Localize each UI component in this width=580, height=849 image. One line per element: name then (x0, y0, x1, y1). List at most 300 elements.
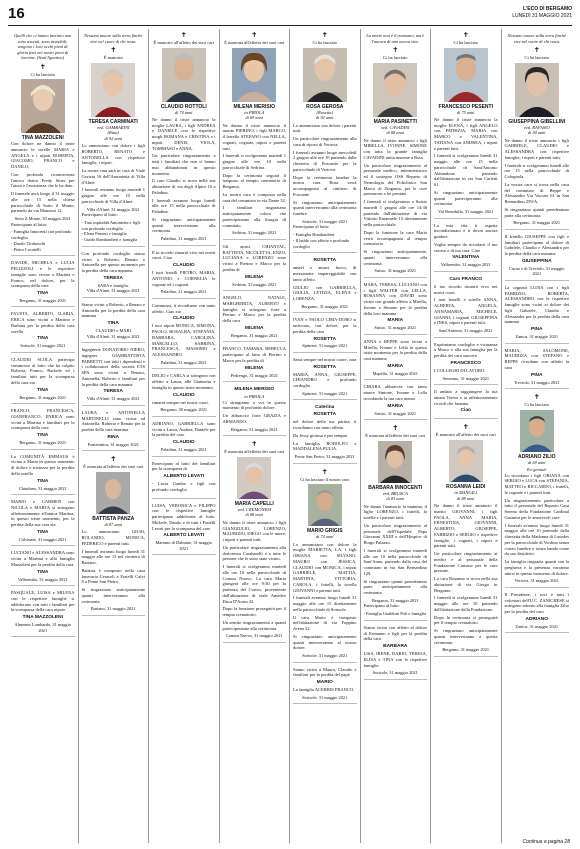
signature: FRANCESCO (450, 360, 481, 366)
deceased-name: MILENA MERISIO (233, 103, 275, 110)
condolence (505, 346, 570, 389)
deceased-name: BARBARA INNOCENTI (368, 484, 423, 491)
portrait-photo (449, 440, 483, 482)
deceased-name: BATTISTA PANZA (92, 515, 135, 522)
married-name: ved. RAVASIO (523, 124, 550, 130)
cross-icon: ✝ (462, 31, 469, 39)
deceased-name: MARIO GRIGIS (306, 528, 343, 535)
nickname: (Rina) (107, 130, 119, 136)
place-date: Bergamo, 31 maggio 2021 (19, 394, 67, 400)
text: DAVIDE, MICHELA e LUCIA PELIZZOLI e le rispettive famiglie sono vicine a Martina e Franco, nel dolore, per la scomparsa della cara (11, 260, 75, 289)
signature: CLAUDIO (172, 440, 195, 446)
notice-pasinetti (364, 29, 428, 278)
text: PASQUALE, LUISA e MILENA con le rispettive famiglie si addolorano con tutti i familiari per la scomparsa della cara nipote (11, 590, 75, 613)
cross-icon: ✝ (533, 46, 540, 54)
text: Dopo la cerimonia seguirà il trasporto al tempio crematorio di Bergamo. (222, 172, 286, 190)
announcement: Ne danno il triste annuncio la moglie LAURA, i figli ANDREA e DANIELE con le rispettive mogli ROMANA e CRISTINA e i nipoti DENIS, VIOLA, TOMMASO e ANNA. (152, 116, 216, 151)
condolence (82, 345, 146, 406)
age: di 74 anni (316, 534, 334, 540)
married-name: ved. CREMONESI (237, 506, 271, 512)
text: rimarrà sempre nei nostri cuori. (152, 399, 209, 405)
signature: ALBERTO LEVATI (163, 533, 205, 539)
place-date: Vertova, 31 maggio 2021 (514, 578, 559, 584)
funeral-info: I funerali avranno luogo lunedì 31 maggio alle ore 15 direttamente nella parrocchiale di Sorisole. (293, 595, 357, 612)
intro: È mancata all'affetto dei suoi cari (435, 432, 496, 438)
signature: MILENA (245, 274, 264, 280)
condolence (434, 274, 498, 338)
signature: TINA (37, 387, 49, 393)
signature: Ciao (460, 408, 471, 414)
page-header (8, 6, 572, 26)
signature: BARBARA (383, 644, 408, 650)
text: amavi e amavi fuoco, di mezzanotte impareggiabile con tanto affetto. (293, 265, 357, 282)
cross-icon: ✝ (180, 31, 187, 39)
sender: Un abbraccio forte GRAZIA e ARMANDO. (222, 413, 286, 424)
condolence (152, 301, 216, 369)
age: di 88 anni (457, 495, 475, 501)
signature: CLAUDIO (172, 316, 195, 322)
signature: Caro FRANCO (449, 276, 483, 282)
notice-gibellini (505, 29, 570, 230)
column-2 (79, 29, 150, 843)
thanks: Con profonda riconoscenza l'amico dottor Fredy Sitter per l'aiuto e l'assistenza che le ha dato. (11, 171, 75, 189)
thanks: Un particolare ringraziamento alla dottoressa Carabarelli e a tutte le persone che le sono state vicino. (222, 544, 286, 562)
text: Con profondo cordoglio siamo vicini a Roberto, Renato e Antonella per questo momento per la perdita della cara mamma (81, 250, 145, 274)
deceased-name: ROSANNA LEIDI (446, 484, 486, 491)
text: MARIA, SALOMONE, MAURIZIA con STEFANO e BEPPE ricordano con affetto la cara (504, 347, 569, 370)
notice-capelli (223, 438, 287, 643)
place-date: Sedrina, 31 maggio 2021 (232, 230, 277, 236)
sender: LISA, IRENE, DARIO, TERESA, ELISA e TINA con le rispettive famiglie. (363, 651, 427, 668)
masthead (512, 6, 572, 19)
cross-icon: ✝ (251, 440, 258, 449)
text: Siamo vicini a Roberto, a Renato e Antonella per la perdita della cara mamma (81, 301, 145, 319)
text: Partecipano al lutto dei familiari per la scomparsa di (152, 460, 216, 472)
signature: PINA (531, 327, 543, 333)
thanks: La famiglia ringrazia quanti con la preghiera e la presenza vorranno unirsi in questo momento di dolore. (504, 559, 569, 576)
deceased-name: MARIA PASINETTI (373, 118, 417, 125)
place-date: Ponte San Pietro, 31 maggio 2021 (294, 454, 355, 460)
cross-icon: ✝ (321, 31, 328, 39)
place-date: Spinone, 31 maggio 2021 (302, 390, 348, 396)
signature: GIUSEPPINA (521, 258, 552, 264)
participants-list: - Famiglia Bombardieri - Il baldo con affetto e profondo cordoglio (293, 232, 350, 249)
text: FRANCO, FRANCESCA, GIANFRANCO, ENRICA sono vicini a Martina e familiari per la scomparsa della cara (11, 408, 75, 431)
portrait-photo (303, 48, 347, 102)
text: Il fratello GIUSEPPE con figli e familiari partecipano al dolore di Gabriele, Claudio e Alessandra per la perdita della cara mamma (504, 233, 569, 257)
text: LUCIANO e ALESSANDRA sono vicini a Martina e alla famiglia Mazzoleni per la perdita della cara (11, 550, 75, 567)
text: Sarai sempre nel nostro cuore, cara (293, 356, 357, 362)
text: La nostra cara sarà in casa di Viale Gorizia 16 dell'Antonietta di Villa d'Almè. (81, 168, 145, 185)
condolence (223, 242, 287, 291)
sender: I COLLEGHI DI LAVORO. (434, 367, 486, 373)
condolence (293, 255, 357, 313)
notice-innocenti (364, 422, 428, 621)
intro: Ci ha lasciato (453, 40, 478, 45)
participants-list: - Famiglia Gualdoni Poli e famiglia (363, 611, 427, 617)
text: Il andato a raggiungere la tua amata Teresa e ai affettuosamente ricordi che faranno. (434, 389, 498, 406)
signature: MILENA MERISIO (234, 387, 275, 393)
thanks: Un particolare ringraziamento al personale medico, infermieristico ed il sostegno OSS Reparto di Neurologia del Policlinico San Marco di Zingonia, per le cure premurose a lei prestate. (363, 162, 427, 197)
signature: ROSETTA (313, 364, 337, 370)
signature: TINA (37, 529, 49, 535)
condolence (223, 384, 287, 436)
funeral-info: I funerali avranno luogo martedì 1 giugno alle ore 10 nella parrocchiale di Villa d'Almè. (81, 187, 145, 204)
intro: È mancata all'affetto dei suoi cari (224, 449, 285, 455)
sender: La famiglia RODOLFO e MADDALENA PULIA. (293, 440, 357, 452)
column-5 (290, 29, 361, 843)
thanks: Si ringraziano anticipatamente quanti interverranno alla cerimonia. (81, 587, 145, 604)
funeral-info: I funerali si svolgeranno lunedì 31 maggio alle ore 15 nella parrocchiale di Sant'Antonio Abbandono partendo dall'abitazione in via San Carletti 61. (434, 153, 498, 188)
text: La cognata LUISA con i figli FABRIZIO, ROBERTA, ALESSANDRO con le rispettive famiglie sono vicini ai dolore dei figli Gabriele, Claudio e Alessandra per la perdita della cara mamma (504, 284, 569, 325)
column-4 (220, 29, 291, 843)
portrait-photo (237, 457, 271, 499)
condolence (505, 232, 570, 281)
cross-icon: ✝ (110, 46, 117, 54)
thanks: Si ringraziano anticipatamente quanti parteciperanno alla cerimonia. (434, 189, 498, 207)
portrait-photo (520, 410, 554, 452)
place-date: Villa d'Almè, 31 maggio 2021 (86, 206, 140, 212)
text: LAURA e ANTONELLA MARTINELLI sono vicine ad Antonella, Roberto e Renato per la perdita della cara mamma (81, 409, 145, 433)
signature: MARIO (316, 680, 333, 686)
quote: Nessuno muore sulla terra finché vive nel cuore di chi resta. (84, 33, 143, 44)
condolence (223, 344, 287, 382)
signature: TERESA (103, 275, 123, 281)
text: MARA, TERESA, LUCIANO con i figli WALTER con LELLA, ROSANNA con DAVID sono vicini con grande affetto a Mirella, Ivonne e Simone per la perdita della loro mamma (363, 281, 427, 316)
married-name: in MANGILI (454, 490, 478, 496)
condolence (293, 665, 357, 705)
portrait-photo (444, 48, 488, 102)
cross-icon: ✝ (392, 424, 399, 433)
sender: MARIA, ANNA, GIUSEPPE, CHIANDRO e profondo cordoglio. (293, 371, 357, 389)
text: Ci stringiamo a voi in questo momento di profondo dolore. (222, 399, 286, 411)
signature: TINA (37, 336, 49, 342)
thanks: Un ringraziamento particolare a tutto il personale del Reparto Casa Serena della Fondazione Cardinal Gusmini per le amorevoli cure. (504, 497, 569, 520)
nickname: Ex-geniale (527, 467, 547, 473)
portrait-photo (308, 484, 342, 526)
condolence (82, 300, 146, 343)
signature: CLAUDIO (172, 263, 195, 269)
thanks: Si ringraziano quanti prenderanno parte anticipatamente alla cerimonia. (363, 578, 427, 596)
cross-icon: ✝ (110, 455, 117, 464)
signature: MARIA (387, 318, 404, 324)
condolence (82, 408, 146, 451)
condolence (223, 293, 287, 342)
notice-merisio (223, 29, 287, 240)
condolence (152, 248, 216, 299)
place-date: Sorisole, 31 maggio 2021 (302, 694, 348, 700)
age: di 75 anni (457, 109, 475, 115)
place-date: Bergamo, 31 maggio 2021 (301, 303, 349, 309)
signature: ADRIANO (525, 616, 548, 622)
place-date: Valbrembo, 31 maggio 2021 (17, 576, 68, 582)
intro: Ci ha lasciato (383, 55, 408, 60)
age: di 88 anni (245, 512, 263, 518)
thanks: Un particolare ringraziamento al personale dell'Ospedale Papa Giovanni XXIII e dell'Hospice di Borgo Palazzo. (363, 522, 427, 546)
signature: TINA (107, 321, 119, 327)
portrait-photo (515, 63, 559, 117)
signature: MARIA (387, 363, 404, 369)
place-date: Sorisole, 31 maggio 2021 (302, 653, 348, 659)
age: di 94 anni (528, 130, 546, 136)
partecipano-label: Partecipano al lutto: (363, 603, 400, 609)
text: CHIARA abbraccia con tanto amore Simone, Ivonne e Lella ricordando la tua cara nonna (363, 384, 427, 401)
announcement: Ne danno il triste annuncio i figli MIRELLA, IVONNE, SIMONE con tutta la grande famiglia CAVADINI unita insieme a Rota. (363, 137, 427, 160)
column-3 (149, 29, 220, 843)
place-date: Paladina, 31 maggio 2021 (160, 289, 207, 295)
place-date: Sotto il Monte, 30 maggio 2021 (14, 216, 71, 222)
thanks: Si ringraziano anticipatamente quanti interverranno alla cerimonia. (152, 216, 216, 234)
funeral-info: Il funerale avrà luogo il 31 maggio alle ore 15 nella chiesa parrocchiale di Sotto il Monte, partendo da via Manzoni 12. (11, 191, 75, 214)
sender: I tuoi fratelli PIETRO, MARIA, ANTONIO e CORNELIA le cognate ed i cognati. (152, 270, 216, 287)
condolence (11, 258, 75, 307)
condolence (11, 452, 75, 495)
place-date: Bergamo, 31 maggio 2021 (371, 597, 419, 603)
intro: Ci ha lasciato (30, 71, 55, 77)
cross-icon: ✝ (251, 31, 258, 39)
place-date: Bergamo, 31 maggio 2021 (230, 332, 278, 338)
deceased-name: TERESA CARMINATI (88, 118, 138, 125)
place-date: Mariano di Dalmine, 31 maggio 2021 (155, 540, 212, 551)
place-date: Almenno Lombardo, 31 maggio 2021 (14, 622, 72, 633)
place-date: Paladina, 31 maggio 2021 (160, 359, 207, 365)
condolence (505, 283, 570, 344)
quote: La morte non è il tramonto, ma è l'aurora di una nuova vita. (366, 33, 425, 44)
announcement: Ne danno il triste annuncio i figli GABRIELE, CLAUDIO e ALESSANDRA con rispettive famiglie, i nipoti e parenti tutti. (504, 137, 569, 160)
announcement: Lo annunciano con dolore la moglie MARIETTA, LA, i figli ORIANA con SILVANO, MAURO con JESSICA, CLAUDIO con MONICA, i nipoti GABRIELE, MATTIA, MARTINA, VITTORIA, CAROLA, i fratelli, la sorella GIOVANNI e parenti tutti. (293, 541, 357, 593)
deceased-name: GIUSEPPINA GIBELLINI (508, 118, 566, 125)
age: di 87 anni (104, 521, 122, 527)
place-date: Bergamo, 31 maggio 2021 (513, 220, 561, 226)
text: La nostra cara si trova nella casa del commiato di Beppe e Alessandro Via Vaccari 61 in San Bernardino 259/A. (504, 181, 569, 205)
condolence (364, 623, 428, 680)
portrait-photo (96, 472, 130, 514)
condolence (434, 340, 498, 385)
columns (8, 29, 572, 843)
text: LUISA, VERONICA e FILIPPO con le rispettive famiglie partecipano addolorate al lutto. Michele, Danilo e di tutti i Fratelli Levati per la scomparsa del caro (152, 502, 216, 531)
notice-carminati (82, 29, 146, 247)
text: Voglia sempre da ricordarti il tuo sorriso e di tua cara. Ciao (434, 241, 498, 253)
thanks: Si ringraziano anticipatamente quanti interverranno al nostro dolore. (293, 633, 357, 651)
text: Commossi, ti ricordiamo con tanto affetto. Ciao zio (152, 302, 216, 314)
text: Dopo la cerimonia si proseguirà per il tempio crematorio. (434, 614, 498, 626)
funeral-info: I funerali si svolgeranno martedì alle ore 10 nella parrocchiale di Comun Nuovo. La cara Maria giungerà alle ore 9:30 per la partenza del Corteo, proveniente dall'abitazione di viale Amedeo Duca D'Aosta 42. (222, 564, 286, 604)
intro: È mancata all'affetto dei suoi cari (224, 40, 285, 45)
portrait-photo (378, 441, 412, 483)
participants-list: - Famiglia Innocenti con profondo cordoglio - Danilo Tiraboschi - Pietro Locatelli (11, 229, 72, 252)
sender: I tuoi nipoti MONICA, SIMONA, PAOLO, ROSALBA, STEFANIA, BARBARA, CAROLINA, MARCELLO, SABRINA, FRANCESCA, MASSIMO e ALESSANDRO. (152, 323, 216, 358)
place-date: Sorisole, 31 maggio 2021 (372, 670, 418, 676)
signature: Caterina (315, 405, 335, 411)
married-name: ved. BRUSCA (382, 490, 408, 496)
notice-gerosa (293, 29, 357, 253)
place-date: Bergamo, 31 maggio 2021 (442, 647, 490, 653)
signature: TINA (37, 291, 49, 296)
announcement: Ne danno il triste annuncio il marito GIOVANNI, i figli PAOLA, ANNA MARIA, ERNESTINA, GIOVANNI, ALBERTO, GIUSEPPE, FABRIZIO e SERGIO e rispettive famiglie, i cognati, i nipoti e parenti tutti. (434, 503, 498, 549)
notice-mazzoleni (11, 29, 75, 256)
funeral-info: I funerali si svolgeranno martedì 1 giugno alle ore 10 nella parrocchiale di Sedrina. (222, 153, 286, 170)
announcement: Lo annunciano con dolore i parenti tutti. (293, 122, 357, 134)
intro: È mancata all'affetto dei suoi cari (83, 464, 144, 470)
place-date: Mapello, 31 maggio 2021 (372, 370, 418, 376)
cross-icon: ✝ (321, 467, 328, 476)
text: FAUSTA, ALBERTO, ILARIA, ERICA sono vicini a Martino e Barbara per la perdita della cara sorella (11, 311, 75, 334)
sender: CLAUDIO e MARI (95, 328, 131, 334)
deceased-name: CLAUDIO ROTTOLI (160, 103, 207, 110)
thanks: Si ringraziano anticipatamente quanti interverranno a questa cerimonia. (434, 628, 498, 645)
place-date: Chiuduno, 31 maggio 2021 (18, 485, 67, 491)
thanks: Si ringraziano anticipatamente, quanti interverranno alla cerimonia. (363, 249, 427, 266)
continued-note: Continua a pagina 28 (522, 838, 570, 845)
age: di 83 anni (386, 496, 404, 502)
place-date: Bergamo, 30 maggio 2021 (160, 407, 208, 413)
funeral-info: I funerali avranno luogo lunedì 31 maggio alle ore 15 nel cimitero di Bariano. (81, 548, 145, 566)
signature: ROSETTA (313, 336, 337, 342)
nickname: (Rosetta) (316, 109, 333, 115)
condolence (11, 406, 75, 449)
announcement: Con dolore ne danno il triste annuncio le sorelle MARIA e ANGELA e i nipoti ROBERTA, GIACOMO, FRANCO e DANILO. (11, 141, 75, 170)
portrait-photo (232, 48, 276, 102)
place-date: Sorisole, 31 maggio 2021 (20, 343, 66, 349)
place-date: Sant'Antonio, 31 maggio 2021 (438, 328, 493, 334)
participants-list: - Tina ospitalità Antonietta e figli con profondo cordoglio - Elena Pesenti e famiglia - Guido Bombardieri e famiglia (81, 219, 140, 243)
signature: RINA (107, 434, 120, 440)
text: MARIO e CARMEN con NICOLA e MARTA si stringono affettuosamente all'amica Martina, in questo triste momento, per la perdita della sua cara zia (11, 499, 75, 528)
portrait-photo (21, 79, 65, 133)
announcement: Ne danno il triste annuncio la moglie ELENA, i figli ANGELO con PATRIZIA, MARIA con MARCO e VALENTINA, TATIANA con ANDREA, i nipoti e parenti tutti. (434, 116, 498, 151)
deceased-name: FRANCESCO PESENTI (438, 103, 493, 110)
intro: Ci ha lasciato (312, 40, 337, 45)
funeral-info: I funerali avranno luogo lunedì 31 maggio alle ore 10 partendo dalla chiesetta della Madonna di Lourdes per la parrocchiale di Verdino senza corteo funebre e senza banda come da suo desiderio. (504, 522, 570, 557)
condolence (11, 355, 75, 404)
text: Dopo la funzione la cara Maria verrà accompagnata al tempio crematorio. (363, 229, 427, 247)
condolence (434, 221, 498, 272)
place-date: Paladina, 31 maggio 2021 (160, 236, 207, 242)
condolence (152, 459, 216, 499)
text: Dopo la funzione proseguirà per il tempio crematorio. (222, 606, 286, 618)
newspaper-name: L'ECO DI BERGAMO (523, 6, 572, 12)
funeral-info: I funerali avranno luogo lunedì alle ore 15 nella parrocchiale di Paladina. (152, 197, 216, 215)
place-date: Bergamo, 31 maggio 2021 (19, 440, 67, 446)
condolence (293, 315, 357, 353)
notice-pesenti (434, 29, 498, 219)
condolence (152, 501, 216, 556)
place-date: Suisio, 31 maggio 2021 (374, 325, 417, 331)
portrait-photo (91, 63, 135, 117)
age: di 69 anni (245, 115, 263, 121)
column-1 (8, 29, 79, 843)
quote: Quelli che ci hanno lasciato non sono assenti, sono invisibili; tengono i loro occhi pieni di gloria fissi nei nostri pieni di lacrime. (Sant'Agostino) (14, 33, 72, 60)
place-date: Villa d'Almè, 31 maggio 2021 (86, 333, 140, 339)
text: IVAN e PAOLO CIMA-DORO si uniscono, con dolore, per la perdita della cara (293, 317, 357, 334)
married-name: in PIROLA (244, 394, 265, 400)
signature: TINA MAZZOLENI (22, 615, 63, 621)
text: ADRIANO, GABRIELLA sono vicini a Laura, Andrea, Daniele per la perdita del caro (152, 420, 216, 438)
condolence (364, 382, 428, 420)
signature: ROSETTA (313, 412, 337, 418)
married-name: in PIROLA (244, 109, 265, 115)
notice-panza (82, 453, 146, 615)
place-date: Zanica, 31 maggio 2021 (515, 334, 559, 340)
signature: ROSETTA (313, 258, 337, 264)
condolence (293, 355, 357, 400)
notice-zilio (505, 391, 570, 588)
text: Siamo vicini a Mauro, Claudio e familiari per la perdita del papà (293, 666, 357, 678)
intro: È mancata (103, 55, 123, 60)
signature: CLAUDIO (172, 392, 195, 398)
intro: Ci ha lasciato (524, 55, 549, 60)
signature: VALENTINA (452, 255, 480, 261)
place-date: Villa d'Almè, 31 maggio 2021 (86, 288, 140, 294)
place-date: Val Brembilla, 31 maggio 2021 (438, 209, 494, 215)
text: Ingegnerie DONATORIO NIERO, ingegner GIAMBATTISTA PARRETTI con tutti i dipendenti e i collaboratori della società ETS SPA sono vicini a Renato, Antonella, Roberto e familiari per la perdita della cara mamma (81, 347, 145, 387)
cross-icon: ✝ (533, 393, 540, 402)
cross-icon: ✝ (39, 62, 46, 71)
place-date: Suisio, 31 maggio 2021 (374, 410, 417, 416)
place-date: Spinone, 31 maggio 2021 (302, 343, 348, 349)
notice-leidi (434, 421, 498, 656)
condolence (11, 588, 75, 637)
thanks: Un sentito ringraziamento a quanti parteciperanno alla cerimonia. (222, 619, 286, 631)
intro: È mancato all'affetto dei suoi cari (153, 40, 214, 45)
place-date: Sedrina, 31 maggio 2021 (232, 281, 277, 287)
page-number: 16 (8, 5, 25, 22)
place-date: Zanica, 31 maggio 2021 (515, 623, 559, 629)
place-date: Ponteranica, 31 maggio 2021 (87, 441, 139, 447)
partecipano-label: Partecipano al lutto: (11, 221, 48, 227)
signature: TINA (37, 478, 49, 484)
text: Dopo la cerimonia funebre la nostra cara Rosa verrà accompagnata al cimitero di Poscante. (293, 174, 357, 197)
place-date: Comun Nuovo, 31 maggio 2021 (225, 633, 283, 639)
place-date: Bergamo, 31 maggio 2021 (230, 426, 278, 432)
text: Il caro Claudio si trova nella sua abitazione di via degli Alpini 10 a Paladina. (152, 178, 216, 195)
cross-icon: ✝ (392, 46, 399, 54)
place-date: Stezzano, 31 maggio 2021 (442, 375, 490, 381)
place-date: Treviolo, 31 maggio 2021 (513, 379, 560, 385)
deceased-name: ROSA GEROSA (306, 103, 344, 110)
text: La COMUNITÀ EMMAUS è vicina a Maria in questo momento di dolore e tristezza per la perdita della sorella (11, 453, 75, 476)
place-date: Curno e di Treviolo, 31 maggio 2021 (509, 265, 565, 277)
funeral-info: I funerali si svolgeranno martedì alle ore 10 nella parrocchiale di Sant'Anna, partendo dalla casa del commiato in via San Bernardino 129. (363, 547, 427, 576)
deceased-name: TINA MAZZOLENI (21, 135, 64, 142)
signature: TINA (37, 433, 49, 439)
text: La mia vita ti aspetta incondizionato e ti dovrà ancora guidare. (434, 222, 498, 240)
quote: Nessuno muore sulla terra finché vive nel cuore di chi resta. (507, 33, 566, 44)
announcement: Ne danno il triste annuncio il marito PIERINO, i figli MARCO, il fratello STEFANO con NELLA, cognati, cognate, nipoti e parenti tutti. (222, 122, 286, 151)
place-date: Calcinate, 31 maggio 2021 (19, 536, 67, 542)
announcement: Ne danno il triste annuncio i figli GIANGIULIO, LORENZO, MAURIZIO, DIEGO con le nuore, i nipoti e parenti tutti. (222, 519, 286, 543)
text: La nostra cara è composta nella casa del commiato in via Dante 32. (222, 191, 286, 203)
announcement: Lo annunciano GIUSI, ROLANDO, MONICA, FEDERICO e parenti tutti. (81, 529, 145, 546)
condolence (505, 590, 570, 633)
text: Siamo vicini con affetto al dolore di Ermanno e figli per la perdita della cara (363, 624, 427, 642)
signature: MILENA (245, 365, 264, 371)
text: CLAUDIO SCOLA partecipa commosso al lutto che ha colpito Roberta, Franco, Rachele ed i familiari tutti per la scomparsa della cara zia (11, 356, 75, 385)
text: La cara Rosanna si trova nella sua abitazione di via Giorgo in Bergamo. (434, 576, 498, 593)
partecipano-label: Partecipano al lutto: (81, 212, 118, 218)
condolence (364, 337, 428, 380)
text: Il caro Mario è composto nell'abitazione di via Foppino Arena 22. (293, 614, 357, 632)
age: di 92 anni (316, 115, 334, 121)
condolence (11, 309, 75, 352)
text: FRANCO, TAMARA, REBECCA partecipano al lutto di Pierino e Marco per la perdita di (222, 346, 286, 363)
place-date: Valbrembo, 31 maggio 2021 (440, 262, 491, 268)
place-date: Sorisole, 31 maggio 2021 (302, 218, 348, 224)
age: di 88 anni (386, 130, 404, 136)
deceased-name: ADRIANO ZILIO (518, 453, 556, 460)
text: il tuo ricordo rimarrà vivo nei nostri cuori. (434, 283, 498, 295)
intro: Ci ha lasciato (524, 402, 549, 408)
